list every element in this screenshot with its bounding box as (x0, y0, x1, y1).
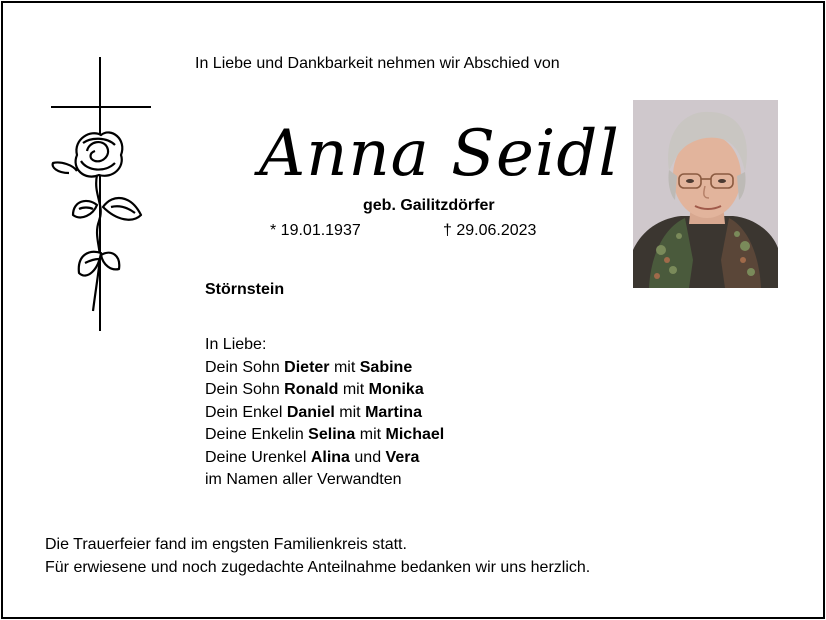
relative-name: Selina (308, 426, 356, 443)
maiden-name: geb. Gailitzdörfer (363, 197, 495, 214)
family-line (205, 447, 444, 470)
footer-text (45, 533, 590, 579)
relation-text: Dein Enkel (205, 403, 287, 421)
family-line (205, 357, 444, 380)
partner-name: Vera (385, 448, 420, 466)
family-heading: In Liebe: (205, 336, 267, 353)
footer-line-thanks: Für erwiesene und noch zugedachte Anteilnahme bedanken wir uns herzlich. (45, 559, 591, 576)
family-list (205, 334, 444, 492)
portrait-photo (633, 100, 778, 288)
connector-text: mit (334, 403, 366, 421)
connector-text: und (349, 448, 386, 466)
obituary-notice (1, 1, 825, 619)
connector-text: mit (338, 381, 369, 398)
partner-name: Sabine (359, 358, 413, 376)
family-closing: im Namen aller Verwandten (205, 471, 402, 488)
relative-name: Dieter (284, 358, 330, 376)
relation-text: Deine Urenkel (205, 448, 311, 466)
family-line (205, 379, 444, 402)
deceased-name: Anna Seidl (259, 117, 620, 191)
relation-text: Dein Sohn (205, 381, 285, 398)
relative-name: Ronald (284, 381, 339, 398)
family-line (205, 424, 444, 447)
relation-text: Dein Sohn (205, 358, 285, 376)
connector-text: mit (355, 426, 386, 443)
family-line (205, 402, 444, 425)
birth-date: * 19.01.1937 (270, 222, 361, 239)
relative-name: Daniel (286, 403, 335, 421)
connector-text: mit (329, 358, 360, 376)
partner-name: Monika (368, 381, 424, 398)
partner-name: Martina (365, 403, 422, 421)
hometown: Störnstein (205, 281, 285, 298)
relative-name: Alina (310, 448, 350, 466)
partner-name: Michael (385, 426, 445, 443)
death-date: † 29.06.2023 (443, 222, 537, 239)
relation-text: Deine Enkelin (205, 426, 309, 443)
intro-text: In Liebe und Dankbarkeit nehmen wir Abschied von (195, 55, 560, 72)
footer-line-ceremony: Die Trauerfeier fand im engsten Familienkreis statt. (45, 536, 407, 553)
cross-with-rose-icon (47, 55, 157, 335)
